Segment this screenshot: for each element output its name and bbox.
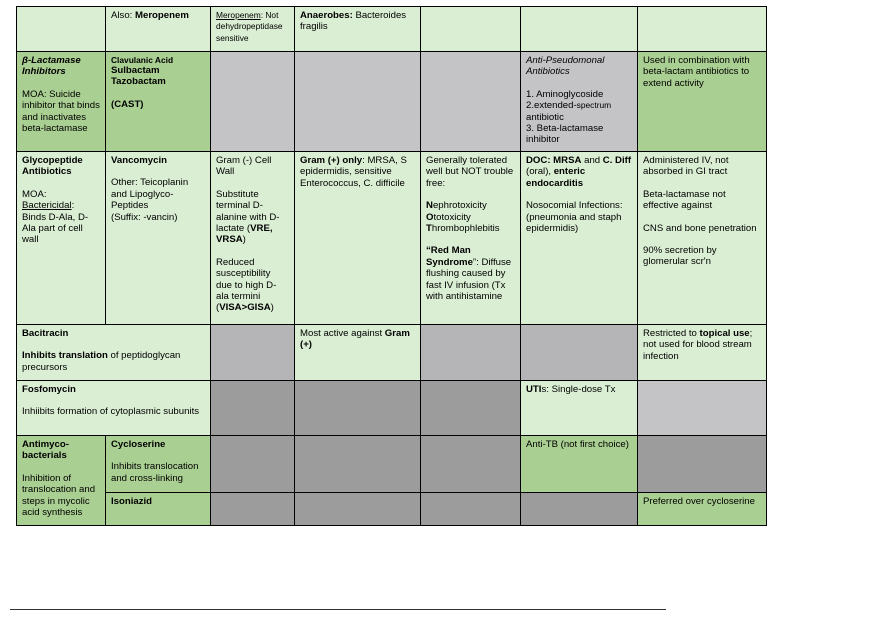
cell-drugs: Isoniazid <box>106 493 211 526</box>
cell-empty <box>638 381 767 436</box>
cell-class: β-Lactamase Inhibitors MOA: Suicide inhibitor that binds and inactivates beta-lactamase <box>17 52 106 152</box>
cell-uses: Anti-Pseudomonal Antibiotics 1. Aminoglycoside 2.extended-spectrum antibiotic 3. Beta-lactamase inhibitor <box>521 52 638 152</box>
cell-empty <box>17 7 106 52</box>
cell-empty <box>421 436 521 493</box>
table-row-bacitracin <box>17 325 767 381</box>
cell-drugs: Also: Meropenem <box>106 7 211 52</box>
cell-empty <box>521 325 638 381</box>
cell-empty <box>211 325 295 381</box>
cell-uses: Anti-TB (not first choice) <box>521 436 638 493</box>
footer-rule <box>10 609 666 610</box>
table-row-carbapenem <box>17 7 767 52</box>
cell-notes: Restricted to topical use; not used for blood stream infection <box>638 325 767 381</box>
cell-notes: Used in combination with beta-lactam antibiotics to extend activity <box>638 52 767 152</box>
cell-mechanism: Meropenem: Not dehydropeptidase sensitive <box>211 7 295 52</box>
cell-class: Fosfomycin Inhiibits formation of cytoplasmic subunits <box>17 381 211 436</box>
cell-empty <box>421 7 521 52</box>
cell-empty <box>521 493 638 526</box>
table-row-beta-lactamase <box>17 52 767 152</box>
cell-drugs: Vancomycin Other: Teicoplanin and Lipoglyco-Peptides (Suffix: -vancin) <box>106 152 211 325</box>
cell-spectrum: Most active against Gram (+) <box>295 325 421 381</box>
cell-empty <box>421 493 521 526</box>
cell-empty <box>295 493 421 526</box>
cell-empty <box>211 493 295 526</box>
table-row-isoniazid <box>17 493 767 526</box>
cell-empty <box>421 52 521 152</box>
table-row-antimycobacterial <box>17 436 767 493</box>
cell-empty <box>521 7 638 52</box>
cell-notes: Preferred over cycloserine <box>638 493 767 526</box>
cell-drugs: Clavulanic Acid Sulbactam Tazobactam (CAST) <box>106 52 211 152</box>
cell-spectrum: Anaerobes: Bacteroides fragilis <box>295 7 421 52</box>
cell-empty <box>211 381 295 436</box>
cell-empty <box>421 381 521 436</box>
cell-empty <box>211 52 295 152</box>
cell-empty <box>421 325 521 381</box>
cell-class: Antimyco-bacterials Inhibition of translocation and steps in mycolic acid synthesis <box>17 436 106 526</box>
cell-empty <box>295 52 421 152</box>
cell-empty <box>295 436 421 493</box>
cell-uses: UTIs: Single-dose Tx <box>521 381 638 436</box>
cell-empty <box>211 436 295 493</box>
table-row-fosfomycin <box>17 381 767 436</box>
table-row-glycopeptide <box>17 152 767 325</box>
cell-empty <box>295 381 421 436</box>
cell-mechanism: Gram (-) Cell Wall Substitute terminal D-alanine with D-lactate (VRE, VRSA) Reduced susceptibility due to high D-ala termini (VISA>GISA) <box>211 152 295 325</box>
cell-toxicity: Generally tolerated well but NOT trouble free: Nephrotoxicity Ototoxicity Thrombophlebitis “Red Man Syndrome”: Diffuse flushing caused by fast IV infusion (Tx with antihistamine <box>421 152 521 325</box>
drug-table <box>16 6 767 526</box>
cell-uses: DOC: MRSA and C. Diff (oral), enteric endocarditis Nosocomial Infections: (pneumonia and staph epidermidis) <box>521 152 638 325</box>
cell-empty <box>638 7 767 52</box>
cell-class: Glycopeptide Antibiotics MOA: Bactericidal: Binds D-Ala, D-Ala part of cell wall <box>17 152 106 325</box>
cell-spectrum: Gram (+) only: MRSA, S epidermidis, sensitive Enterococcus, C. difficile <box>295 152 421 325</box>
cell-empty <box>638 436 767 493</box>
cell-notes: Administered IV, not absorbed in GI tract Beta-lactamase not effective against CNS and bone penetration 90% secretion by glomerular scr'n <box>638 152 767 325</box>
cell-class: Bacitracin Inhibits translation of peptidoglycan precursors <box>17 325 211 381</box>
cell-drugs: Cycloserine Inhibits translocation and cross-linking <box>106 436 211 493</box>
